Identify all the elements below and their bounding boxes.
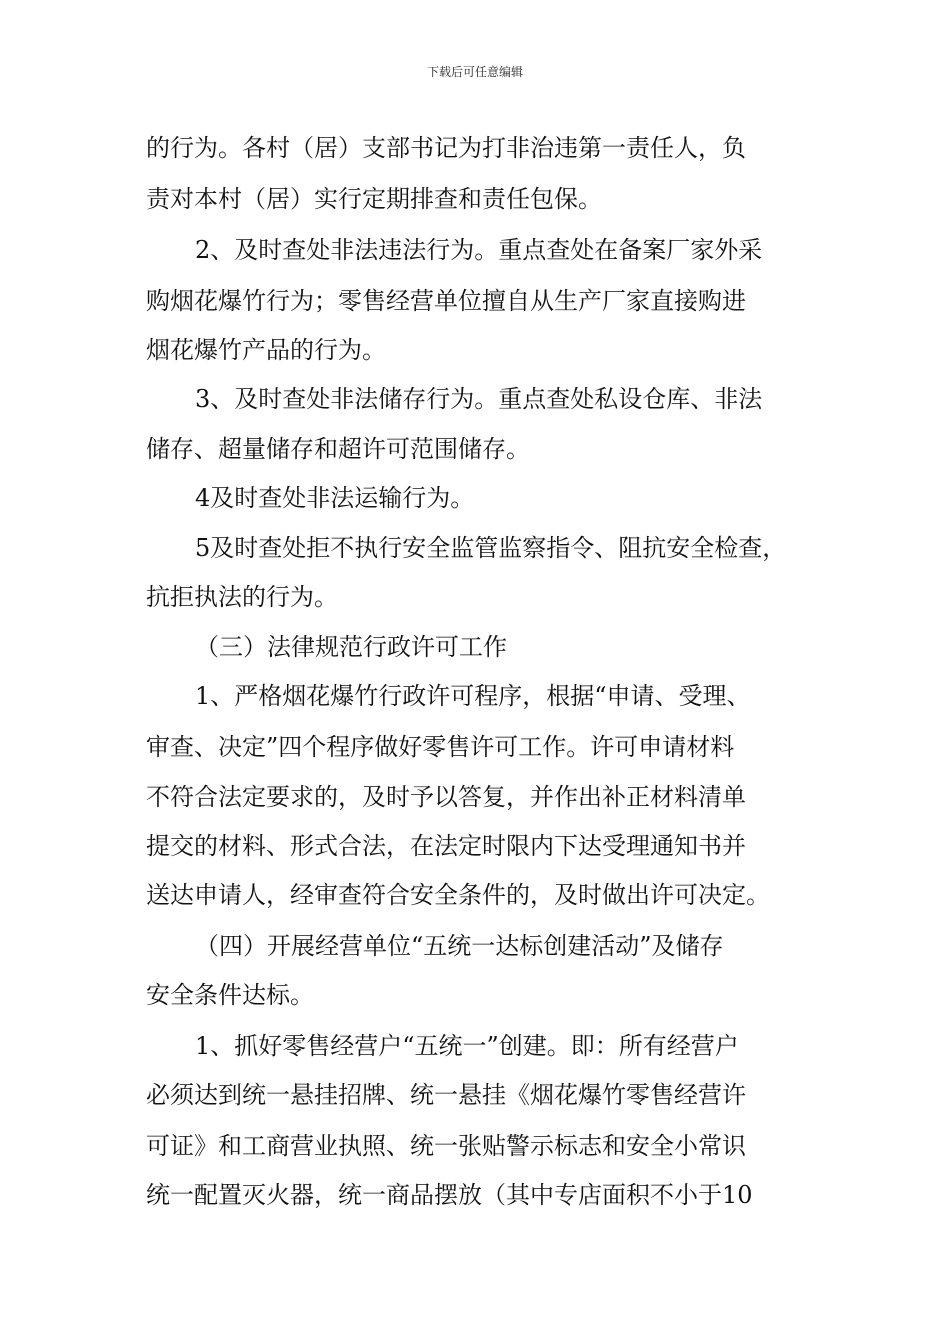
text-line: 必须达到统一悬挂招牌、统一悬挂《烟花爆竹零售经营许 — [146, 1081, 746, 1109]
section-heading: （三）法律规范行政许可工作 — [195, 633, 507, 661]
text-line: 储存、超量储存和超许可范围储存。 — [146, 435, 530, 463]
text-line: 送达申请人，经审查符合安全条件的，及时做出许可决定。 — [146, 881, 770, 909]
text-line: 不符合法定要求的，及时予以答复，并作出补正材料清单 — [146, 783, 746, 811]
text-line: 责对本村（居）实行定期排查和责任包保。 — [146, 185, 602, 213]
section-heading: （四）开展经营单位“五统一达标创建活动”及储存 — [195, 932, 724, 960]
text-line: 烟花爆竹产品的行为。 — [146, 336, 386, 364]
text-line: 5及时查处拒不执行安全监管监察指令、阻抗安全检查， — [195, 534, 787, 562]
section-heading-cont: 安全条件达标。 — [146, 981, 314, 1009]
text-line: 3、及时查处非法储存行为。重点查处私设仓库、非法 — [195, 385, 763, 413]
text-line: 审查、决定”四个程序做好零售许可工作。许可申请材料 — [146, 733, 735, 761]
text-line: 的行为。各村（居）支部书记为打非治违第一责任人，负 — [146, 134, 746, 162]
text-line: 2、及时查处非法违法行为。重点查处在备案厂家外采 — [195, 236, 763, 264]
text-line: 1、严格烟花爆竹行政许可程序，根据“申请、受理、 — [195, 682, 751, 710]
text-line: 提交的材料、形式合法，在法定时限内下达受理通知书并 — [146, 832, 746, 860]
text-line: 抗拒执法的行为。 — [146, 583, 338, 611]
page-header: 下载后可任意编辑 — [426, 65, 523, 79]
text-line: 统一配置灭火器，统一商品摆放（其中专店面积不小于10 — [146, 1181, 753, 1209]
text-line: 1、抓好零售经营户“五统一”创建。即：所有经营户 — [195, 1032, 739, 1060]
text-line: 可证》和工商营业执照、统一张贴警示标志和安全小常识 — [146, 1132, 746, 1160]
text-line: 购烟花爆竹行为；零售经营单位擅自从生产厂家直接购进 — [146, 287, 746, 315]
text-line: 4及时查处非法运输行为。 — [195, 484, 475, 512]
